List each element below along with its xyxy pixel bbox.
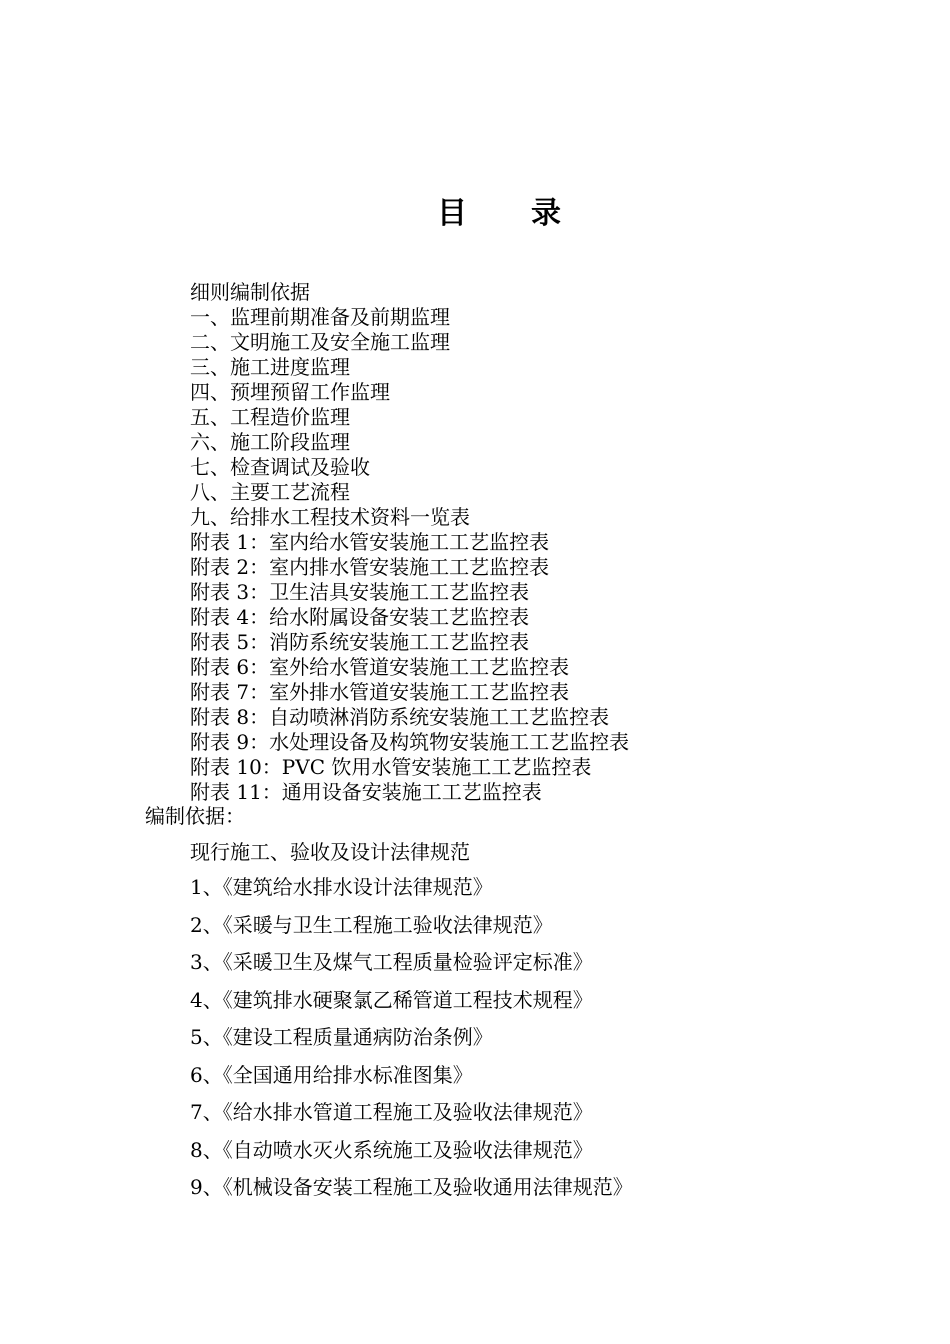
- toc-entry: 七、检查调试及验收: [190, 455, 370, 479]
- toc-entry: 附表 8：自动喷淋消防系统安装施工工艺监控表: [190, 705, 610, 729]
- toc-entry: 六、施工阶段监理: [190, 430, 350, 454]
- toc-entry: 附表 10：PVC 饮用水管安装施工工艺监控表: [190, 755, 592, 779]
- toc-entry: 五、工程造价监理: [190, 405, 350, 429]
- title-char-1: 目: [437, 196, 467, 231]
- toc-entry: 细则编制依据: [190, 280, 310, 304]
- title-char-2: 录: [531, 196, 561, 231]
- toc-entry: 八、主要工艺流程: [190, 480, 350, 504]
- standard-item: 4、《建筑排水硬聚氯乙稀管道工程技术规程》: [190, 987, 593, 1012]
- standard-item: 6、《全国通用给排水标准图集》: [190, 1062, 473, 1087]
- toc-entry: 附表 4：给水附属设备安装工艺监控表: [190, 605, 530, 629]
- standard-item: 7、《给水排水管道工程施工及验收法律规范》: [190, 1100, 593, 1124]
- toc-entry: 附表 9：水处理设备及构筑物安装施工工艺监控表: [190, 730, 630, 754]
- standards-list: [190, 875, 633, 1213]
- toc-entry: 附表 2：室内排水管安装施工工艺监控表: [190, 555, 550, 579]
- toc-entry: 九、给排水工程技术资料一览表: [190, 505, 470, 529]
- basis-heading: 编制依据：: [145, 804, 245, 828]
- standard-item: 2、《采暖与卫生工程施工验收法律规范》: [190, 912, 553, 937]
- toc-entry: 附表 7：室外排水管道安装施工工艺监控表: [190, 680, 570, 704]
- toc-entry: 附表 6：室外给水管道安装施工工艺监控表: [190, 655, 570, 679]
- basis-intro: 现行施工、验收及设计法律规范: [190, 840, 470, 864]
- toc-entry: 二、文明施工及安全施工监理: [190, 330, 450, 354]
- toc-entry: 一、监理前期准备及前期监理: [190, 305, 450, 329]
- standard-item: 8、《自动喷水灭火系统施工及验收法律规范》: [190, 1137, 593, 1162]
- toc-entry: 四、预埋预留工作监理: [190, 380, 390, 404]
- standard-item: 3、《采暖卫生及煤气工程质量检验评定标准》: [190, 950, 593, 974]
- standard-item: 1、《建筑给水排水设计法律规范》: [190, 875, 493, 899]
- toc-entry: 三、施工进度监理: [190, 355, 350, 379]
- toc-entry: 附表 1：室内给水管安装施工工艺监控表: [190, 530, 550, 554]
- standard-item: 9、《机械设备安装工程施工及验收通用法律规范》: [190, 1175, 633, 1199]
- toc-entry: 附表 3：卫生洁具安装施工工艺监控表: [190, 580, 530, 604]
- table-of-contents: [190, 280, 629, 805]
- toc-entry: 附表 11：通用设备安装施工工艺监控表: [190, 780, 542, 804]
- toc-entry: 附表 5：消防系统安装施工工艺监控表: [190, 630, 530, 654]
- page-title: [0, 192, 950, 236]
- standard-item: 5、《建设工程质量通病防治条例》: [190, 1025, 493, 1049]
